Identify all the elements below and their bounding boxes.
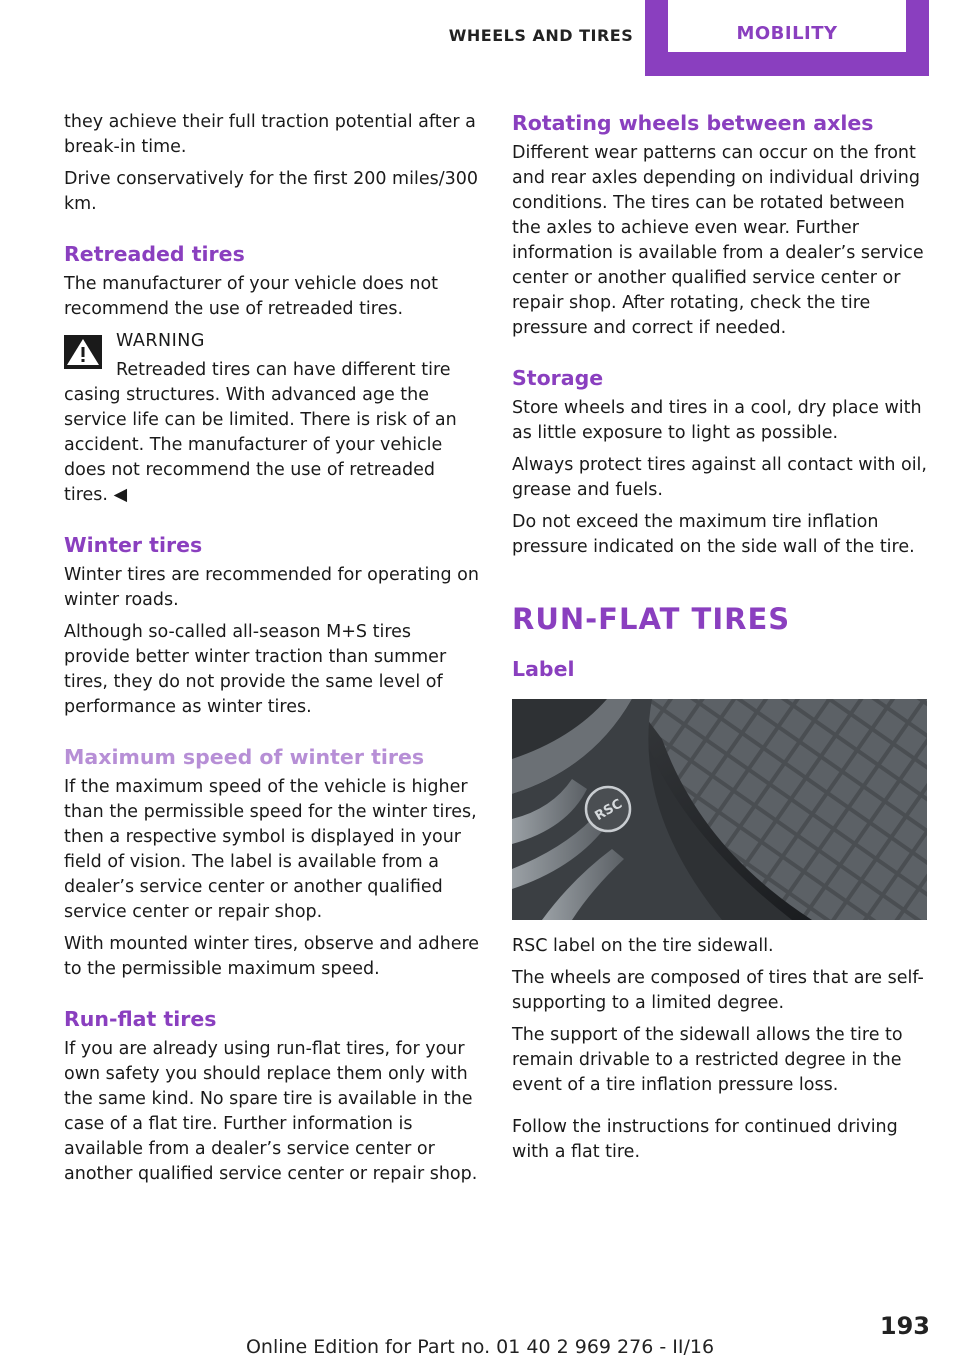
paragraph: Always protect tires against all contact with oil, grease and fuels. xyxy=(512,455,927,500)
running-header-section: WHEELS AND TIRES xyxy=(448,26,634,45)
paragraph: The manufacturer of your vehicle does not recommend the use of retreaded tires. xyxy=(64,274,439,319)
heading-rotating-wheels: Rotating wheels between axles xyxy=(512,111,874,135)
paragraph: The support of the sidewall allows the tire to remain drivable to a restricted degree in the event of a tire inflation pressure loss. xyxy=(512,1025,903,1095)
paragraph: With mounted winter tires, observe and adhere to the permissible maximum speed. xyxy=(64,934,480,979)
warning-icon xyxy=(64,335,102,369)
chapter-tab[interactable] xyxy=(645,0,929,76)
paragraph: Different wear patterns can occur on the front and rear axles depending on individual driving conditions. The tires can be rotated between the axles to achieve even wear. Further information is available from a dealer’s service center or another qualified service center or repair shop. After rotating, check the tire pressure and correct if needed. xyxy=(512,143,924,338)
paragraph: The wheels are composed of tires that are self-supporting to a limited degree. xyxy=(512,968,924,1013)
tire-sidewall-image xyxy=(512,699,927,920)
heading-run-flat-tires: Run-flat tires xyxy=(64,1007,217,1031)
paragraph: Winter tires are recommended for operating on winter roads. xyxy=(64,565,479,610)
paragraph: Store wheels and tires in a cool, dry place with as little exposure to light as possible. xyxy=(512,398,922,443)
heading-winter-tires: Winter tires xyxy=(64,533,203,557)
paragraph: Although so-called all-season M+S tires provide better winter traction than summer tires, they do not provide the same level of performance as winter tires. xyxy=(64,622,447,717)
paragraph: Do not exceed the maximum tire inflation pressure indicated on the side wall of the tire. xyxy=(512,512,915,557)
heading-maximum-speed: Maximum speed of winter tires xyxy=(64,745,425,769)
heading-label: Label xyxy=(512,657,575,681)
paragraph: If the maximum speed of the vehicle is higher than the permissible speed for the winter tires, then a respective symbol is displayed in your field of vision. The label is available from a dealer’s service center or another qualified service center or repair shop. xyxy=(64,777,477,922)
paragraph: If you are already using run-flat tires, for your own safety you should replace them only with the same kind. No spare tire is available in the case of a flat tire. Further information is available from a dealer’s service center or another qualified service center or repair shop. xyxy=(64,1039,478,1184)
right-column xyxy=(512,110,930,1172)
heading-retreaded-tires: Retreaded tires xyxy=(64,242,245,266)
paragraph: Follow the instructions for continued driving with a flat tire. xyxy=(512,1117,898,1162)
warning-title: WARNING xyxy=(116,331,205,351)
end-mark: ◀ xyxy=(113,485,128,505)
section-title-run-flat-tires: RUN-FLAT TIRES xyxy=(512,602,791,636)
footer-edition: Online Edition for Part no. 01 40 2 969 276 - II/16 xyxy=(245,1336,715,1358)
paragraph: they achieve their full traction potential after a break-in time. xyxy=(64,112,476,157)
warning-text: Retreaded tires can have different tire casing structures. With advanced age the service life can be limited. There is risk of an accident. The manufacturer of your vehicle does not recommend the use of retreaded tires. ◀ xyxy=(64,360,457,505)
heading-storage: Storage xyxy=(512,366,604,390)
left-column xyxy=(64,110,480,1194)
figure-caption: RSC label on the tire sidewall. xyxy=(512,936,774,956)
chapter-tab-label: MOBILITY xyxy=(668,0,906,52)
page-number: 193 xyxy=(879,1312,930,1340)
paragraph: Drive conservatively for the first 200 miles/300 km. xyxy=(64,169,479,214)
rsc-logo-text: RSC xyxy=(592,796,626,825)
warning-box xyxy=(64,329,480,508)
